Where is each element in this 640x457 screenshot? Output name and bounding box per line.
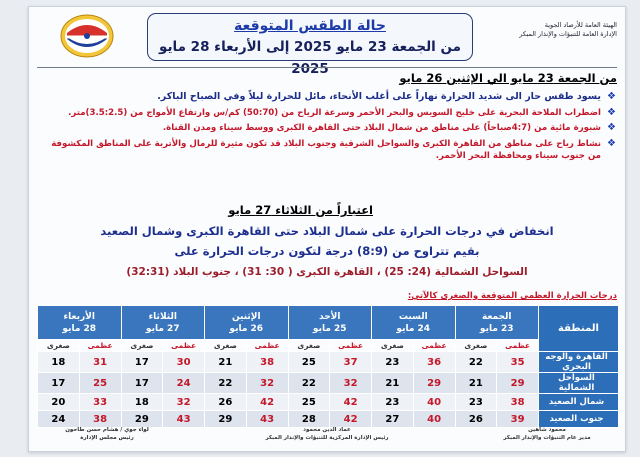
day-header: الإثنين 26 مايو (205, 306, 289, 340)
max-temp: 33 (79, 394, 121, 411)
day-header: الثلاثاء 27 مايو (121, 306, 205, 340)
meteorological-authority-logo (59, 13, 115, 59)
period1-forecast-list (37, 91, 617, 165)
max-temp: 43 (246, 411, 288, 428)
min-temp: 25 (288, 352, 330, 373)
bullet-icon: ❖ (607, 137, 616, 149)
min-temp: 20 (38, 394, 80, 411)
max-temp: 31 (79, 352, 121, 373)
max-temp: 43 (163, 411, 205, 428)
region-header: المنطقة (539, 306, 619, 352)
period2-line-2: بقيم تتراوح من (8:9) درجة لتكون درجات الحرارة على (174, 244, 480, 258)
min-temp: 27 (372, 411, 414, 428)
min-temp: 29 (205, 411, 247, 428)
max-temp: 37 (330, 352, 372, 373)
min-label: صغرى (288, 340, 330, 352)
max-temp: 30 (163, 352, 205, 373)
min-temp: 21 (372, 373, 414, 394)
max-label: عظمى (246, 340, 288, 352)
max-temp: 32 (330, 373, 372, 394)
day-header: الأربعاء 28 مايو (38, 306, 122, 340)
min-temp: 23 (455, 394, 497, 411)
period2-line-1: انخفاض في درجات الحرارة على شمال البلاد حتى القاهرة الكبرى وشمال الصعيد (100, 224, 554, 238)
day-header: السبت 24 مايو (372, 306, 456, 340)
max-temp: 29 (497, 373, 539, 394)
max-temp: 38 (79, 411, 121, 428)
max-label: عظمى (497, 340, 539, 352)
min-label: صغرى (455, 340, 497, 352)
bullet-icon: ❖ (607, 122, 616, 133)
min-temp: 22 (288, 373, 330, 394)
table-caption: درجات الحرارة العظمى المتوقعة والصغرى كالآتي: (407, 291, 617, 301)
max-temp: 42 (330, 394, 372, 411)
min-temp: 25 (288, 394, 330, 411)
max-temp: 24 (163, 373, 205, 394)
max-temp: 38 (497, 394, 539, 411)
min-temp: 26 (205, 394, 247, 411)
signature-block: عماد الدين محمود رئيس الإدارة المركزية للتنبؤات والإنذار المبكر (265, 427, 389, 441)
max-temp: 32 (163, 394, 205, 411)
min-label: صغرى (121, 340, 163, 352)
min-temp: 26 (455, 411, 497, 428)
min-label: صغرى (205, 340, 247, 352)
weather-bulletin (28, 6, 626, 452)
min-temp: 23 (372, 394, 414, 411)
day-header: الجمعة 23 مايو (455, 306, 539, 340)
period1-heading: من الجمعة 23 مايو الي الإثنين 26 مايو (399, 71, 617, 85)
max-label: عظمى (413, 340, 455, 352)
table-row (38, 394, 619, 411)
org-line-2: الإدارة العامة للتنبؤات والإنذار المبكر (519, 30, 617, 38)
table-row (38, 411, 619, 428)
max-temp: 42 (246, 394, 288, 411)
min-temp: 24 (38, 411, 80, 428)
list-item: ❖ اضطراب الملاحة البحرية على خليج السويس والبحر الأحمر وسرعة الرياح من (50:70) كم/س وارتفاع الأمواج من (3.5:2.5)متر. (68, 106, 616, 118)
page-title: حالة الطقس المتوقعة (234, 18, 386, 34)
title-box (147, 13, 473, 77)
list-item: ❖ شبورة مائية من (4:7صباحاً) على مناطق من شمال البلاد حتى القاهرة الكبرى ووسط سيناء ومدن القناة. (162, 122, 616, 133)
min-temp: 22 (205, 373, 247, 394)
bullet-icon: ❖ (607, 106, 616, 118)
max-temp: 42 (330, 411, 372, 428)
min-temp: 18 (121, 394, 163, 411)
period2-forecast (37, 221, 617, 261)
max-label: عظمى (163, 340, 205, 352)
signatures (37, 427, 617, 449)
divider (37, 67, 617, 68)
table-row (38, 373, 619, 394)
table-body (38, 352, 619, 428)
min-temp: 21 (455, 373, 497, 394)
max-temp: 40 (413, 394, 455, 411)
date-range: من الجمعة 23 مايو 2025 إلى الأربعاء 28 مايو 2025 (159, 39, 461, 77)
region-name: شمال الصعيد (539, 394, 619, 411)
subheader-row (38, 340, 619, 352)
max-temp: 29 (413, 373, 455, 394)
min-temp: 17 (121, 352, 163, 373)
max-temp: 39 (497, 411, 539, 428)
organization-name (487, 21, 617, 39)
org-line-1: الهيئة العامة للأرصاد الجوية (544, 21, 617, 29)
min-temp: 28 (288, 411, 330, 428)
min-temp: 17 (38, 373, 80, 394)
min-label: صغرى (38, 340, 80, 352)
max-temp: 35 (497, 352, 539, 373)
list-item: ❖ نشاط رياح على مناطق من القاهرة الكبرى والسواحل الشرقية وجنوب البلاد قد تكون مثيرة للرمال والأتربة على المناطق المكشوفة من جنوب سيناء ومحافظة البحر الأحمر. (51, 137, 616, 161)
max-temp: 36 (413, 352, 455, 373)
min-temp: 23 (372, 352, 414, 373)
max-temp: 40 (413, 411, 455, 428)
min-temp: 22 (455, 352, 497, 373)
region-name: جنوب الصعيد (539, 411, 619, 428)
max-temp: 32 (246, 373, 288, 394)
region-name: القاهرة والوجه البحري (539, 352, 619, 373)
signature-block: محمود شاهين مدير عام التنبؤات والإنذار المبكر (503, 427, 591, 441)
table-row (38, 352, 619, 373)
temperature-table (37, 305, 619, 428)
list-item: ❖ يسود طقس حار الى شديد الحرارة نهاراً على أغلب الأنحاء، مائل للحرارة ليلاً وفي الصباح الباكر. (157, 91, 616, 102)
max-temp: 38 (246, 352, 288, 373)
bullet-icon: ❖ (607, 91, 616, 102)
day-header: الأحد 25 مايو (288, 306, 372, 340)
max-label: عظمى (330, 340, 372, 352)
min-temp: 21 (205, 352, 247, 373)
min-temp: 17 (121, 373, 163, 394)
min-label: صغرى (372, 340, 414, 352)
signature-block: لواء جوي / هشام حسن طاحون رئيس مجلس الإدارة (65, 427, 149, 441)
regional-temperatures: السواحل الشمالية (24: 25) ، القاهرة الكبرى ( 30: 31) ، جنوب البلاد (32:31) (126, 266, 528, 278)
period2-heading: اعتباراً من الثلاثاء 27 مايو (228, 203, 373, 217)
max-label: عظمى (79, 340, 121, 352)
min-temp: 18 (38, 352, 80, 373)
min-temp: 29 (121, 411, 163, 428)
region-name: السواحل الشمالية (539, 373, 619, 394)
max-temp: 25 (79, 373, 121, 394)
